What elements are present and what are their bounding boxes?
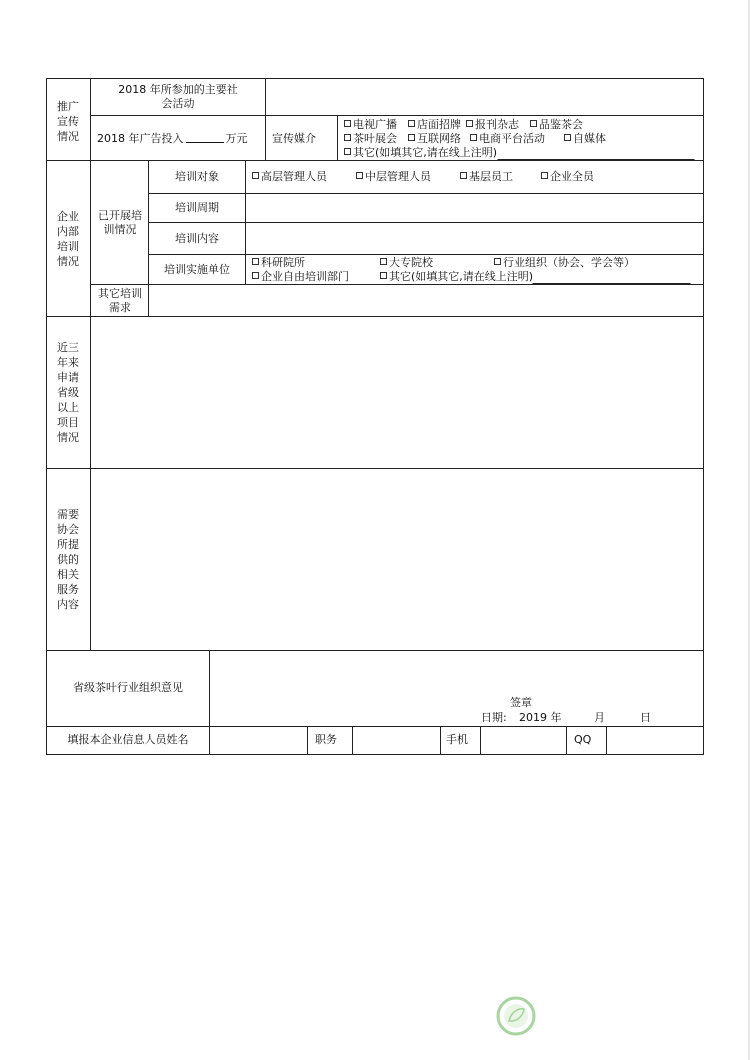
checkbox-icon: [252, 272, 259, 279]
checkbox-icon: [530, 120, 537, 127]
media-option-tea-tasting[interactable]: 品鉴茶会: [530, 118, 583, 132]
checkbox-icon: [470, 134, 477, 141]
checkbox-icon: [466, 120, 473, 127]
filler-position-label: 职务: [315, 733, 337, 746]
checkbox-icon: [380, 258, 387, 265]
training-period-input[interactable]: [246, 194, 703, 222]
opinion-input-area[interactable]: [210, 651, 703, 726]
training-content-label: 培训内容: [175, 232, 219, 245]
filler-qq-input[interactable]: [607, 727, 703, 754]
training-content-input[interactable]: [246, 223, 703, 254]
activities-input-area[interactable]: [266, 79, 703, 115]
media-option-tv[interactable]: 电视广播: [344, 118, 397, 132]
filler-name-label: 填报本企业信息人员姓名: [67, 733, 189, 746]
target-option-all[interactable]: 企业全员: [541, 170, 594, 184]
logo-inner: [504, 1004, 528, 1028]
filler-phone-label: 手机: [446, 733, 468, 746]
date-day: 日: [640, 711, 651, 724]
training-section-label: 企业内部培训情况: [57, 210, 79, 268]
media-option-shop-sign[interactable]: 店面招牌: [408, 118, 461, 132]
media-option-other[interactable]: 其它(如填其它,请在线上注明): [344, 146, 497, 160]
target-option-senior[interactable]: 高层管理人员: [252, 170, 327, 184]
leaf-logo-icon: [496, 996, 536, 1036]
ad-invest-unit: 万元: [225, 132, 248, 145]
activities-label: 2018 年所参加的主要社会活动: [118, 83, 238, 110]
checkbox-icon: [564, 134, 571, 141]
media-option-ecommerce[interactable]: 电商平台活动: [470, 132, 545, 146]
checkbox-icon: [344, 120, 351, 127]
media-option-internet[interactable]: 互联网络: [408, 132, 461, 146]
unit-option-research[interactable]: 科研院所: [252, 256, 305, 270]
other-training-label: 其它培训需求: [98, 287, 142, 314]
checkbox-icon: [252, 258, 259, 265]
media-option-press[interactable]: 报刊杂志: [466, 118, 519, 132]
ad-invest-blank[interactable]: [186, 132, 224, 143]
date-year: 2019 年: [519, 711, 562, 724]
services-section-label: 需要协会所提供的相关服务内容: [57, 508, 79, 611]
projects-section-label: 近三年来申请省级以上项目情况: [57, 341, 79, 444]
checkbox-icon: [494, 258, 501, 265]
unit-option-enterprise[interactable]: 企业自由培训部门: [252, 270, 349, 284]
checkbox-icon: [252, 172, 259, 179]
unit-option-other[interactable]: 其它(如填其它,请在线上注明): [380, 270, 533, 284]
media-label: 宣传媒介: [272, 132, 316, 145]
checkbox-icon: [541, 172, 548, 179]
promo-section-label: 推广宣传情况: [57, 100, 79, 143]
unit-option-college[interactable]: 大专院校: [380, 256, 433, 270]
projects-input-area[interactable]: [91, 317, 703, 468]
checkbox-icon: [356, 172, 363, 179]
filler-qq-label: QQ: [574, 733, 592, 746]
unit-option-industry-org[interactable]: 行业组织（协会、学会等）: [494, 256, 635, 270]
media-option-self-media[interactable]: 自媒体: [564, 132, 606, 146]
date-month: 月: [594, 711, 605, 724]
training-unit-label: 培训实施单位: [164, 263, 230, 276]
target-option-staff[interactable]: 基层员工: [460, 170, 513, 184]
filler-position-input[interactable]: [353, 727, 440, 754]
checkbox-icon: [460, 172, 467, 179]
target-option-middle[interactable]: 中层管理人员: [356, 170, 431, 184]
services-input-area[interactable]: [91, 469, 703, 650]
seal-label: 签章: [510, 696, 532, 709]
training-done-label: 已开展培训情况: [98, 209, 142, 236]
ad-invest-field[interactable]: [97, 132, 248, 146]
training-target-label: 培训对象: [175, 170, 219, 183]
checkbox-icon: [344, 134, 351, 141]
filler-name-input[interactable]: [210, 727, 307, 754]
checkbox-icon: [344, 148, 351, 155]
checkbox-icon: [408, 134, 415, 141]
filler-phone-input[interactable]: [481, 727, 566, 754]
checkbox-icon: [408, 120, 415, 127]
ad-invest-prefix: 2018 年广告投入: [97, 132, 184, 145]
media-option-tea-expo[interactable]: 茶叶展会: [344, 132, 397, 146]
date-prefix: 日期:: [481, 711, 507, 724]
opinion-label: 省级茶叶行业组织意见: [73, 681, 183, 694]
checkbox-icon: [380, 272, 387, 279]
other-training-input[interactable]: [149, 285, 703, 316]
training-period-label: 培训周期: [175, 201, 219, 214]
